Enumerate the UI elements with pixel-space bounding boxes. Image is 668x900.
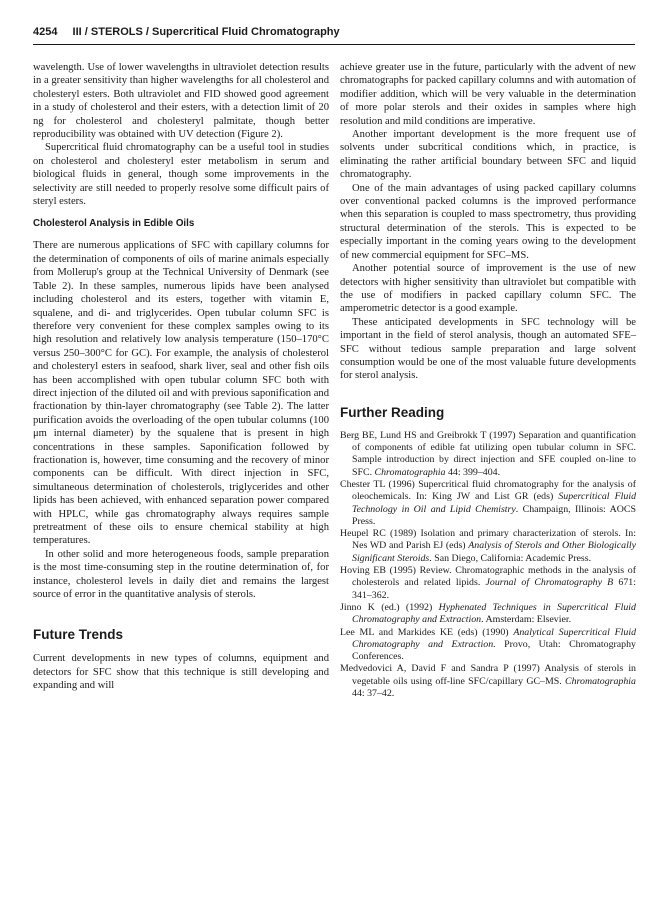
reference-item: Lee ML and Markides KE (eds) (1990) Analytical Supercritical Fluid Chromatography and Extraction. Provo, Utah: Chromatography Conferences. bbox=[340, 626, 637, 663]
reference-item: Berg BE, Lund HS and Greibrokk T (1997) Separation and quantification of components of edible fat utilizing open tubular column in SFC. Sample introduction by direct injection and SFE coupled on-line to SFC. Chromatographia 44: 399–404. bbox=[340, 429, 636, 478]
reference-item: Chester TL (1996) Supercritical fluid chromatography for the analysis of oleochemicals. In: King JW and List GR (eds) Supercritical Fluid Technology in Oil and Lipid Chemistry. Champaign, Illinois: AOCS Press. bbox=[340, 478, 637, 527]
paragraph: Supercritical fluid chromatography can be a useful tool in studies on cholesterol and cholesteryl ester metabolism in serum and biological fluids in general, though some improvements in the selectivity are still needed to properly resolve some difficult pairs of steryl esters. bbox=[33, 142, 329, 208]
section-heading-further-reading: Further Reading bbox=[340, 404, 445, 420]
paragraph: In other solid and more heterogeneous foods, sample preparation is the most time-consuming step in the routine determination of, for instance, cholesterol levels in daily diet and remains the largest source of error in the quantitative analysis of sterols. bbox=[33, 548, 329, 601]
paragraph: Another potential source of improvement is the use of new detectors with higher sensitivity than ultraviolet but compatible with the use of modifiers in packed capillary column SFC. The amperometric detector is a good example. bbox=[340, 263, 636, 315]
paragraph: One of the main advantages of using packed capillary columns over conventional packed columns is the improved performance when this separation is coupled to mass spectrometry, thus providing structural determination of the sterols. This is expected to be especially important in the coming years owing to the development of new commercial equipment for SFC–MS. bbox=[340, 182, 636, 261]
paragraph: wavelength. Use of lower wavelengths in ultraviolet detection results in a greater sensitivity than higher wavelengths for all cholesterol and cholesteryl esters. Both ultraviolet and FID showed good agreement in a study of cholesterol and their esters, with a detection limit of 20 ng for cholesterol and cholesteryl palmitate, though better reproducibility was obtained with UV detection (Figure 2). bbox=[33, 62, 329, 141]
reference-item: Heupel RC (1989) Isolation and primary characterization of sterols. In: Nes WD and Parish EJ (eds) Analysis of Sterols and Other Biologically Significant Steroids. San Diego, California: Academic Press. bbox=[340, 528, 636, 564]
paragraph: achieve greater use in the future, particularly with the advent of new chromatographs for packed capillary columns and with automation of modifier addition, which will be very valuable in the determination of more polar sterols and their oxides in samples where high resolution and mild conditions are imperative. bbox=[340, 62, 636, 127]
paragraph: Current developments in new types of columns, equipment and detectors for SFC show that this technique is still developing and expanding and will bbox=[33, 653, 329, 692]
section-heading-future-trends: Future Trends bbox=[33, 627, 124, 643]
reference-item: Jinno K (ed.) (1992) Hyphenated Techniques in Supercritical Fluid Chromatography and Extraction. Amsterdam: Elsevier. bbox=[340, 601, 636, 626]
reference-list bbox=[340, 430, 636, 701]
left-column bbox=[33, 61, 329, 693]
paragraph: Another important development is the more frequent use of solvents under subcritical conditions which, in practice, is eliminating the rather artificial boundary between SFC and liquid chromatography. bbox=[340, 129, 636, 181]
paragraph: There are numerous applications of SFC with capillary columns for the determination of components of oils of marine animals especially from Mollerup's group at the Technical University of Denmark (see Table 2). In these samples, numerous lipids have been analysed including cholesterol and its esters, together with vitamin E, squalene, and di- and triglycerides. Open tubular column SFC is therefore very convenient for these complex samples owing to its high resolution and relatively low analysis temperature (150–170°C versus 250–300°C for GC). For example, the analysis of cholesterol and cholesteryl esters in seafood, shark liver, seal and other fish oils has been accomplished with open tubular column SFC both with direct injection of the diluted oil and with previous saponification and fractionation by thin-layer chromatography (see Table 2). The latter purification avoids the overloading of the open tubular columns (100 μm internal diameter) by the squalene that is present in high concentrations in these samples. Saponification followed by fractionation is, however, time consuming and the recovery of minor components can be difficult. With direct injection in SFC, simultaneous determination of cholesterols, triglycerides and other lipids has been achieved, with enhanced separation power compared with HPLC, while gas chromatography always requires sample pretreatment of these oils to ensure chemical stability at high temperatures. bbox=[33, 240, 329, 547]
running-header bbox=[33, 26, 635, 45]
subsection-heading: Cholesterol Analysis in Edible Oils bbox=[33, 218, 195, 230]
running-title: III / STEROLS / Supercritical Fluid Chromatography bbox=[72, 26, 340, 38]
paragraph: These anticipated developments in SFC technology will be important in the field of sterol analysis, though an automated SFE–SFC without tedious sample preparation and large solvent consumption would be one of the most valuable future developments for sterol analysis. bbox=[340, 316, 636, 382]
reference-item: Medvedovici A, David F and Sandra P (1997) Analysis of sterols in vegetable oils using off-line SFC/capillary GC–MS. Chromatographia 44: 37–42. bbox=[340, 663, 636, 699]
right-column bbox=[340, 61, 636, 700]
page-number: 4254 bbox=[33, 26, 58, 38]
reference-item: Hoving EB (1995) Review. Chromatographic methods in the analysis of cholesterols and related lipids. Journal of Chromatography B 671: 341–362. bbox=[340, 565, 636, 601]
